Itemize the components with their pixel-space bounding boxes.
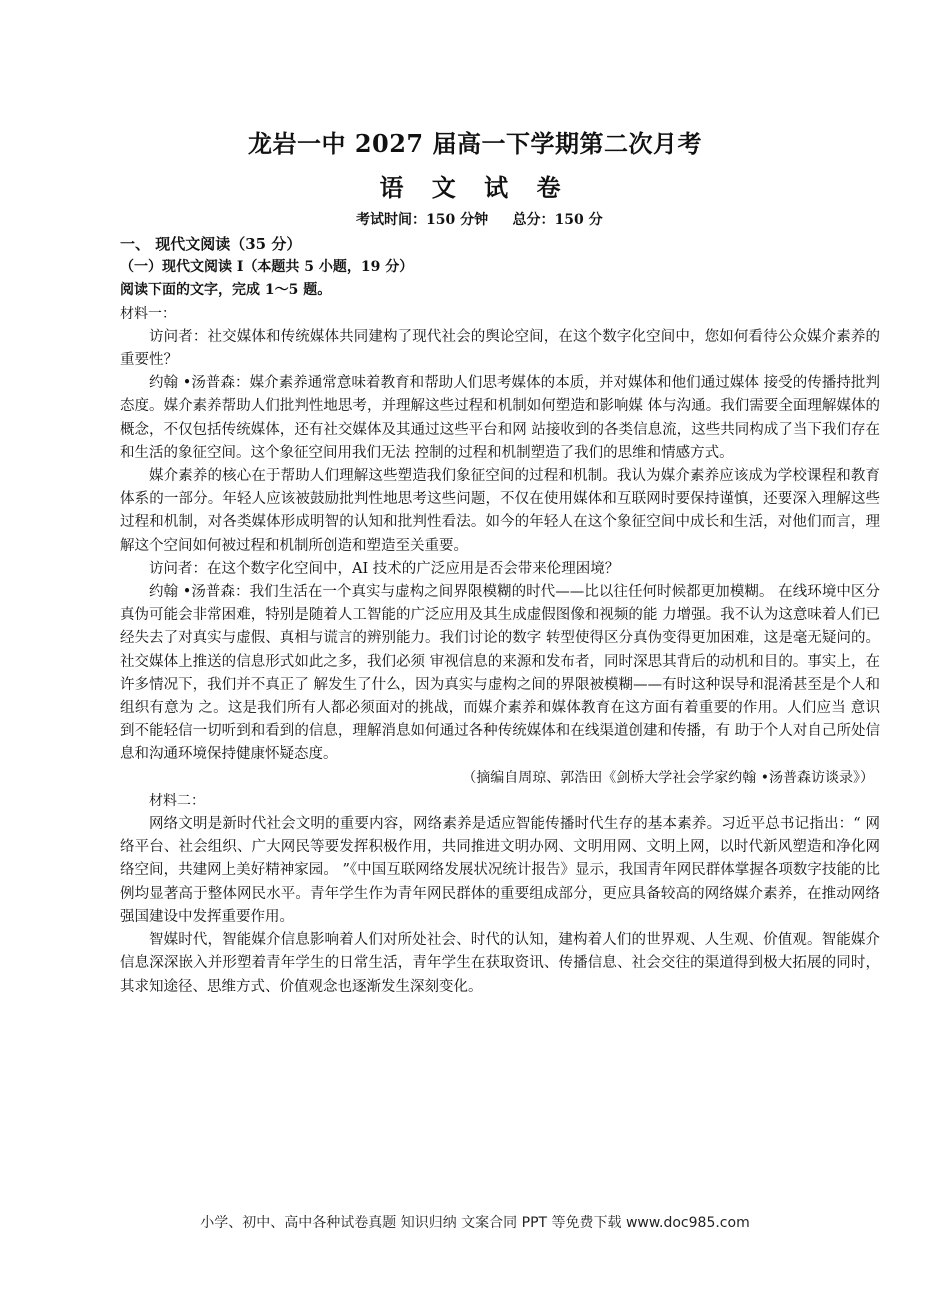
exam-subtitle: 语 文 试 卷 [379,173,571,202]
material-one-label: 材料一： [120,305,176,322]
exam-title: 龙岩一中 2027 届高一下学期第二次月考 [247,129,702,158]
material-one-paragraph: 约翰 •汤普森：我们生活在一个真实与虚构之间界限模糊的时代——比以往任何时候都更加模糊。 在线环境中区分真伪可能会非常困难，特别是随着人工智能的广泛应用及其生成虚假图像和视频的能 力增强。我不认为这意味着人们已经失去了对真实与虚假、真相与谎言的辨别能力。我们讨论的数字 转型使得区分真伪变得更加困难，这是毫无疑问的。社交媒体上推送的信息形式如此之多，我们必须 审视信息的来源和发布者，同时深思其背后的动机和目的。事实上，在许多情况下，我们并不真正了 解发生了什么，因为真实与虚构之间的界限被模糊——有时这种误导和混淆甚至是个人和组织有意为 之。这是我们所有人都必须面对的挑战，而媒介素养和媒体教育在这方面有着重要的作用。人们应当 意识到不能轻信一切听到和看到的信息，理解消息如何通过各种传统媒体和在线渠道创建和传播，有 助于个人对自己所处信息和沟通环境保持健康怀疑态度。 [120,584,880,763]
material-one-source: （摘编自周琼、郭浩田《剑桥大学社会学家约翰 •汤普森访谈录》） [462,769,874,786]
material-two-label: 材料二： [149,792,205,809]
exam-content [120,233,880,999]
material-two-paragraph: 智媒时代，智能媒介信息影响着人们对所处社会、时代的认知，建构着人们的世界观、人生观、价值观。智能媒介信息深深嵌入并形塑着青年学生的日常生活，青年学生在获取资讯、传播信息、社会交往的渠道得到极大拓展的同时，其求知途径、思维方式、价值观念也逐渐发生深刻变化。 [120,932,880,995]
reading-instruction: 阅读下面的文字，完成 1～5 题。 [120,282,332,299]
material-two-paragraph: 网络文明是新时代社会文明的重要内容，网络素养是适应智能传播时代生存的基本素养。习近平总书记指出：“ 网络平台、社会组织、广大网民等要发挥积极作用，共同推进文明办网、文明用网、文明上网，以时代新风塑造和净化网络空间，共建网上美好精神家园。 ”《中国互联网络发展状况统计报告》显示，我国青年网民群体掌握各项数字技能的比例均显著高于整体网民水平。青年学生作为青年网民群体的重要组成部分，更应具备较高的网络媒介素养，在推动网络强国建设中发挥重要作用。 [120,816,880,925]
material-one-paragraph: 访问者：社交媒体和传统媒体共同建构了现代社会的舆论空间，在这个数字化空间中，您如何看待公众媒介素养的重要性？ [120,328,880,369]
material-one-paragraph: 访问者：在这个数字化空间中，AI 技术的广泛应用是否会带来伦理困境？ [149,560,620,577]
section-heading: 一、 现代文阅读（35 分） [120,235,302,253]
exam-time-and-score: 考试时间：150 分钟 总分：150 分 [356,212,603,228]
section-subheading: （一）现代文阅读 I（本题共 5 小题，19 分） [120,259,414,276]
material-one-paragraph: 约翰 •汤普森：媒介素养通常意味着教育和帮助人们思考媒体的本质，并对媒体和他们通过媒体 接受的传播持批判态度。媒介素养帮助人们批判性地思考，并理解这些过程和机制如何塑造和影响媒 体与沟通。我们需要全面理解媒体的概念，不仅包括传统媒体，还有社交媒体及其通过这些平台和网 站接收到的各类信息流，这些共同构成了当下我们存在和生活的象征空间。这个象征空间用我们无法 控制的过程和机制塑造了我们的思维和情感方式。 [120,375,880,461]
footer-download-notice: 小学、初中、高中各种试卷真题 知识归纳 文案合同 PPT 等免费下载 www.doc985.com [200,1215,750,1231]
material-one-paragraph: 媒介素养的核心在于帮助人们理解这些塑造我们象征空间的过程和机制。我认为媒介素养应该成为学校课程和教育体系的一部分。年轻人应该被鼓励批判性地思考这些问题，不仅在使用媒体和互联网时要保持谨慎，还要深入理解这些过程和机制，对各类媒体形成明智的认知和批判性看法。如今的年轻人在这个象征空间中成长和生活，对他们而言，理解这个空间如何被过程和机制所创造和塑造至关重要。 [120,468,880,554]
